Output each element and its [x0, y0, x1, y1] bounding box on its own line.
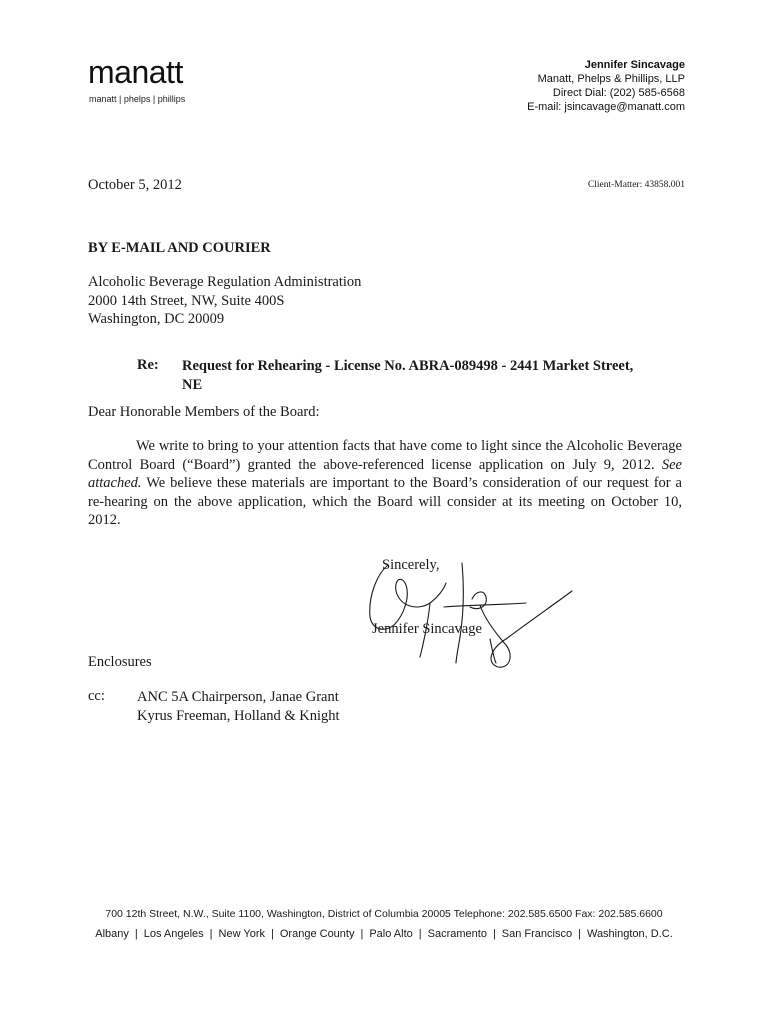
office-location: Albany [95, 928, 129, 940]
enclosures: Enclosures [88, 654, 152, 670]
re-label: Re: [137, 357, 159, 373]
recipient-line: Washington, DC 20009 [88, 311, 225, 327]
firm-logo-subtitle: manatt | phelps | phillips [89, 94, 186, 104]
re-subject [182, 357, 682, 394]
body-text: We write to bring to your attention facts that have come to light since the Alcoholic Beverage Control Board (“Board”) granted the above-referenced license application on July 9, 2012. [88, 438, 682, 473]
sender-name: Jennifer Sincavage [584, 59, 685, 71]
signer-name: Jennifer Sincavage [372, 621, 482, 637]
cc-list [137, 688, 340, 725]
footer-offices: Albany | Los Angeles | New York | Orange County | Palo Alto | Sacramento | San Francisco | Washington, D.C. [95, 928, 673, 940]
letter-date: October 5, 2012 [88, 177, 182, 193]
office-location: Palo Alto [369, 928, 413, 940]
cc-recipient: Kyrus Freeman, Holland & Knight [137, 707, 340, 724]
body-text: We believe these materials are important to the Board’s consideration of our request for a re-hearing on the above application, which the Board will consider at its meeting on October 10, 2012. [88, 475, 682, 528]
re-subject-line: NE [182, 376, 203, 393]
firm-logo: manatt [88, 54, 183, 90]
closing: Sincerely, [382, 557, 440, 573]
recipient-address [88, 273, 361, 329]
footer-address: 700 12th Street, N.W., Suite 1100, Washington, District of Columbia 20005 Telephone: 202.585.6500 Fax: 202.585.6600 [105, 908, 663, 920]
re-subject-line: Request for Rehearing - License No. ABRA-089498 - 2441 Market Street, [182, 358, 634, 374]
body-italic-text: See attached. [88, 456, 682, 491]
sender-direct-dial: Direct Dial: (202) 585-6568 [552, 87, 685, 99]
cc-recipient: ANC 5A Chairperson, Janae Grant [137, 689, 339, 705]
sender-firm: Manatt, Phelps & Phillips, LLP [537, 73, 685, 85]
office-location: Sacramento [427, 928, 487, 940]
body-paragraph [88, 437, 682, 530]
office-location: Los Angeles [143, 928, 204, 940]
client-matter: Client-Matter: 43858.001 [587, 180, 685, 190]
handwritten-signature [360, 545, 590, 675]
sender-block [527, 58, 685, 114]
office-location: Orange County [279, 928, 355, 940]
office-location: New York [218, 928, 266, 940]
sender-email: E-mail: jsincavage@manatt.com [527, 101, 685, 113]
salutation: Dear Honorable Members of the Board: [88, 404, 320, 420]
delivery-method: BY E-MAIL AND COURIER [88, 240, 271, 256]
office-location: San Francisco [501, 928, 573, 940]
recipient-line: 2000 14th Street, NW, Suite 400S [88, 292, 285, 309]
office-location: Washington, D.C. [586, 928, 673, 940]
recipient-line: Alcoholic Beverage Regulation Administration [88, 274, 362, 290]
cc-label: cc: [88, 688, 105, 704]
